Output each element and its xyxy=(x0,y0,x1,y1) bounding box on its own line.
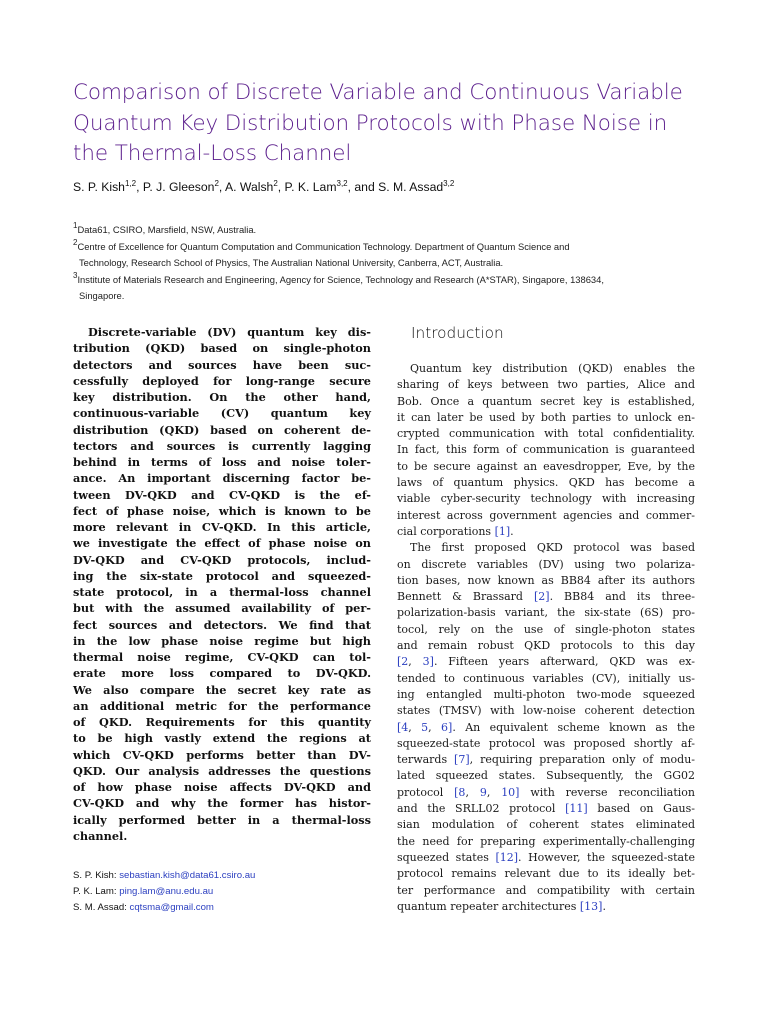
body-line xyxy=(397,850,695,866)
abstract-line: continuous-variable (CV) quantum key xyxy=(73,406,371,421)
abstract-line: distribution (QKD) based on coherent de- xyxy=(73,422,371,437)
citation-link[interactable]: 5 xyxy=(421,720,429,734)
body-text: protocol xyxy=(397,785,455,799)
affil-mark: 2 xyxy=(73,237,78,247)
body-line: and remain robust QKD protocols to this day xyxy=(397,639,695,653)
body-line: Bob. Once a quantum secret key is established, xyxy=(397,394,695,408)
abstract-line: CV-QKD and why the former has histor- xyxy=(73,796,371,811)
body-line xyxy=(397,524,695,540)
abstract-line: of QKD. Requirements for this quantity xyxy=(73,715,371,729)
affil-mark: 1 xyxy=(73,221,78,230)
author-affil-mark: 3,2 xyxy=(336,179,348,188)
citation-link[interactable]: 9 xyxy=(479,785,487,799)
affil-mark: 3 xyxy=(73,270,78,280)
body-line: ing entangled multi-photon two-mode squeezed xyxy=(397,687,695,701)
author-name: , and S. M. Assad xyxy=(347,180,444,194)
affiliation-2 xyxy=(73,239,698,256)
abstract-line: state protocol, in a thermal-loss channel xyxy=(73,585,371,599)
author-affil-mark: 1,2 xyxy=(124,179,137,188)
affiliations xyxy=(73,222,698,305)
abstract-line: to be high vastly extend the regions at xyxy=(73,731,371,746)
citation-link[interactable]: [7] xyxy=(454,753,470,767)
abstract-line: tween DV-QKD and CV-QKD is the ef- xyxy=(73,487,371,502)
body-line: the need for preparing experimentally-challenging xyxy=(397,834,695,848)
citation-link[interactable]: [2] xyxy=(533,590,550,604)
author-name: , P. J. Gleeson xyxy=(136,180,215,194)
contact-emails xyxy=(73,868,255,917)
introduction-body xyxy=(397,361,695,915)
abstract-line: of how phase noise affects DV-QKD and xyxy=(73,780,371,794)
affil-text: Data61, CSIRO, Marsfield, NSW, Australia. xyxy=(77,224,257,235)
body-text: quantum repeater architectures xyxy=(397,899,580,913)
affiliation-3 xyxy=(73,272,698,289)
citation-link[interactable]: 3] xyxy=(422,655,434,669)
body-line: In fact, this form of communication is guaranteed xyxy=(397,443,695,457)
citation-link[interactable]: 6] xyxy=(441,720,453,734)
affiliation-3-cont: Singapore. xyxy=(79,290,125,301)
email-owner: S. P. Kish: xyxy=(73,870,117,881)
body-text: . An equivalent scheme known as the xyxy=(452,720,695,734)
body-line xyxy=(397,899,695,915)
abstract-line: erate more loss compared to DV-QKD. xyxy=(73,666,371,681)
body-line: sian modulation of coherent states eliminated xyxy=(397,818,695,832)
body-text: . xyxy=(510,524,514,538)
body-text: . xyxy=(602,899,606,913)
title-line: Comparison of Discrete Variable and Continuous Variable xyxy=(73,80,683,105)
citation-link[interactable]: [12] xyxy=(495,850,519,864)
abstract-line: Discrete-variable (DV) quantum key dis- xyxy=(88,325,371,339)
body-line: protocol remains relevant due to its ideally bet- xyxy=(397,867,695,881)
body-line: lated squeezed states. Subsequently, the GG02 xyxy=(397,769,695,783)
affiliation-1 xyxy=(73,222,698,239)
abstract-line: tribution (QKD) based on single-photon xyxy=(73,341,371,356)
section-heading-introduction: Introduction xyxy=(411,324,504,342)
citation-link[interactable]: [13] xyxy=(579,899,603,913)
body-text: terwards xyxy=(397,753,455,767)
body-line: protocol [8, 9, 10] with reverse reconciliation xyxy=(397,785,695,799)
body-line: tocol, rely on the use of single-photon states xyxy=(397,622,695,636)
abstract-line: key distribution. On the other hand, xyxy=(73,390,371,404)
title-line: the Thermal-Loss Channel xyxy=(73,141,352,166)
body-line xyxy=(397,752,695,768)
abstract-line: fect sources and detectors. We find that xyxy=(73,617,371,632)
body-text: . BB84 and its three- xyxy=(549,590,695,604)
body-line: sharing of keys between two parties, Alice and xyxy=(397,378,695,392)
citation-link[interactable]: [4 xyxy=(397,720,409,734)
citation-link[interactable]: [2 xyxy=(397,655,409,669)
abstract-line: DV-QKD and CV-QKD protocols, includ- xyxy=(73,552,371,567)
abstract-line: ing the six-state protocol and squeezed- xyxy=(73,568,371,583)
body-line: The first proposed QKD protocol was based xyxy=(410,541,695,555)
affil-text: Centre of Excellence for Quantum Computation and Communication Technology. Department of Quantum Science and xyxy=(77,240,570,252)
body-text: . Fifteen years afterward, QKD was ex- xyxy=(433,655,696,669)
author-list xyxy=(73,180,454,194)
affil-text: Institute of Materials Research and Engineering, Agency for Science, Technology and Research (A*STAR), Singapore, 138634, xyxy=(77,273,604,285)
abstract-line: tectors and sources is currently lagging xyxy=(73,438,371,453)
body-line: tended to continuous variables (CV), initially us- xyxy=(397,671,695,685)
abstract-line: which CV-QKD performs better than DV- xyxy=(73,747,371,762)
body-text: and the SRLL02 protocol xyxy=(397,802,566,816)
abstract-line: in the low phase noise regime but high xyxy=(73,633,371,648)
body-line: [4, 5, 6]. An equivalent scheme known as the xyxy=(397,720,695,734)
citation-link[interactable]: [8 xyxy=(454,785,466,799)
author-affil-mark: 2 xyxy=(214,179,219,188)
author-affil-mark: 3,2 xyxy=(443,179,455,188)
email-row xyxy=(73,900,255,916)
abstract xyxy=(73,324,371,844)
body-line: polarization-basis variant, the six-state (6S) pro- xyxy=(397,606,695,620)
email-link[interactable]: ping.lam@anu.edu.au xyxy=(119,886,214,898)
body-line: [2, 3]. Fifteen years afterward, QKD was ex- xyxy=(397,655,696,669)
body-line: viable cyber-security technology with increasing xyxy=(397,492,695,506)
email-link[interactable]: cqtsma@gmail.com xyxy=(129,902,214,914)
author-name: S. P. Kish xyxy=(73,180,125,194)
citation-link[interactable]: [1] xyxy=(494,524,511,538)
abstract-line: we investigate the effect of phase noise on xyxy=(73,536,371,551)
body-line: states (TMSV) with low-noise coherent detection xyxy=(397,704,695,718)
body-line xyxy=(397,801,695,817)
body-text: . However, the squeezed-state xyxy=(518,850,695,864)
body-line: to be secure against an eavesdropper, Eve, by the xyxy=(397,459,695,473)
body-text: squeezed states xyxy=(397,850,496,864)
abstract-line: thermal noise regime, CV-QKD can tol- xyxy=(73,650,371,664)
abstract-line: behind in terms of loss and noise toler- xyxy=(73,455,371,469)
body-line: Quantum key distribution (QKD) enables the xyxy=(410,362,695,375)
body-text: with reverse reconciliation xyxy=(519,785,695,799)
paper-title xyxy=(73,78,713,170)
body-line: it can later be used by both parties to unlock en- xyxy=(397,410,695,424)
body-line: tion bases, now known as BB84 after its authors xyxy=(397,573,695,587)
body-text: cial corporations xyxy=(397,524,495,538)
email-owner: P. K. Lam: xyxy=(73,886,117,898)
abstract-line: ically performed better in a thermal-loss xyxy=(73,812,371,827)
author-name: , P. K. Lam xyxy=(277,180,337,194)
body-line: laws of quantum physics. QKD has become a xyxy=(397,476,695,490)
body-text: based on Gaus- xyxy=(587,802,695,816)
citation-link[interactable]: 10] xyxy=(501,785,520,799)
body-line: on discrete variables (DV) using two polariza- xyxy=(397,557,695,571)
abstract-line: We also compare the secret key rate as xyxy=(73,682,371,697)
abstract-line: fect of phase noise, which is known to be xyxy=(73,503,371,518)
email-row xyxy=(73,868,255,884)
body-line xyxy=(397,589,695,605)
abstract-line: an additional metric for the performance xyxy=(73,698,371,713)
abstract-line: ance. An important discerning factor be- xyxy=(73,471,371,486)
author-affil-mark: 2 xyxy=(273,179,278,188)
email-row xyxy=(73,884,255,900)
abstract-line: channel. xyxy=(73,828,128,843)
abstract-line: detectors and sources have been suc- xyxy=(73,357,371,372)
body-line: crypted communication with total confidentiality. xyxy=(397,427,695,441)
author-name: , A. Walsh xyxy=(218,180,274,194)
body-text: , requiring preparation only of modu- xyxy=(469,753,695,767)
title-line: Quantum Key Distribution Protocols with Phase Noise in xyxy=(73,110,668,136)
abstract-line: but with the assumed availability of per- xyxy=(73,601,371,616)
email-owner: S. M. Assad: xyxy=(73,902,127,914)
body-line: ter performance and compatibility with certain xyxy=(397,883,695,897)
affiliation-2-cont: Technology, Research School of Physics, The Australian National University, Canberra, ACT, Australia. xyxy=(79,257,504,268)
body-text: Bennett & Brassard xyxy=(397,590,534,604)
citation-link[interactable]: [11] xyxy=(565,802,588,816)
abstract-line: more relevant in CV-QKD. In this article, xyxy=(73,520,371,534)
abstract-line: cessfully deployed for long-range secure xyxy=(73,373,371,388)
body-line: squeezed-state protocol was proposed shortly af- xyxy=(397,736,695,750)
body-line: interest across government agencies and commer- xyxy=(397,508,695,522)
abstract-line: QKD. Our analysis addresses the questions xyxy=(73,763,371,778)
email-link[interactable]: sebastian.kish@data61.csiro.au xyxy=(119,870,256,881)
